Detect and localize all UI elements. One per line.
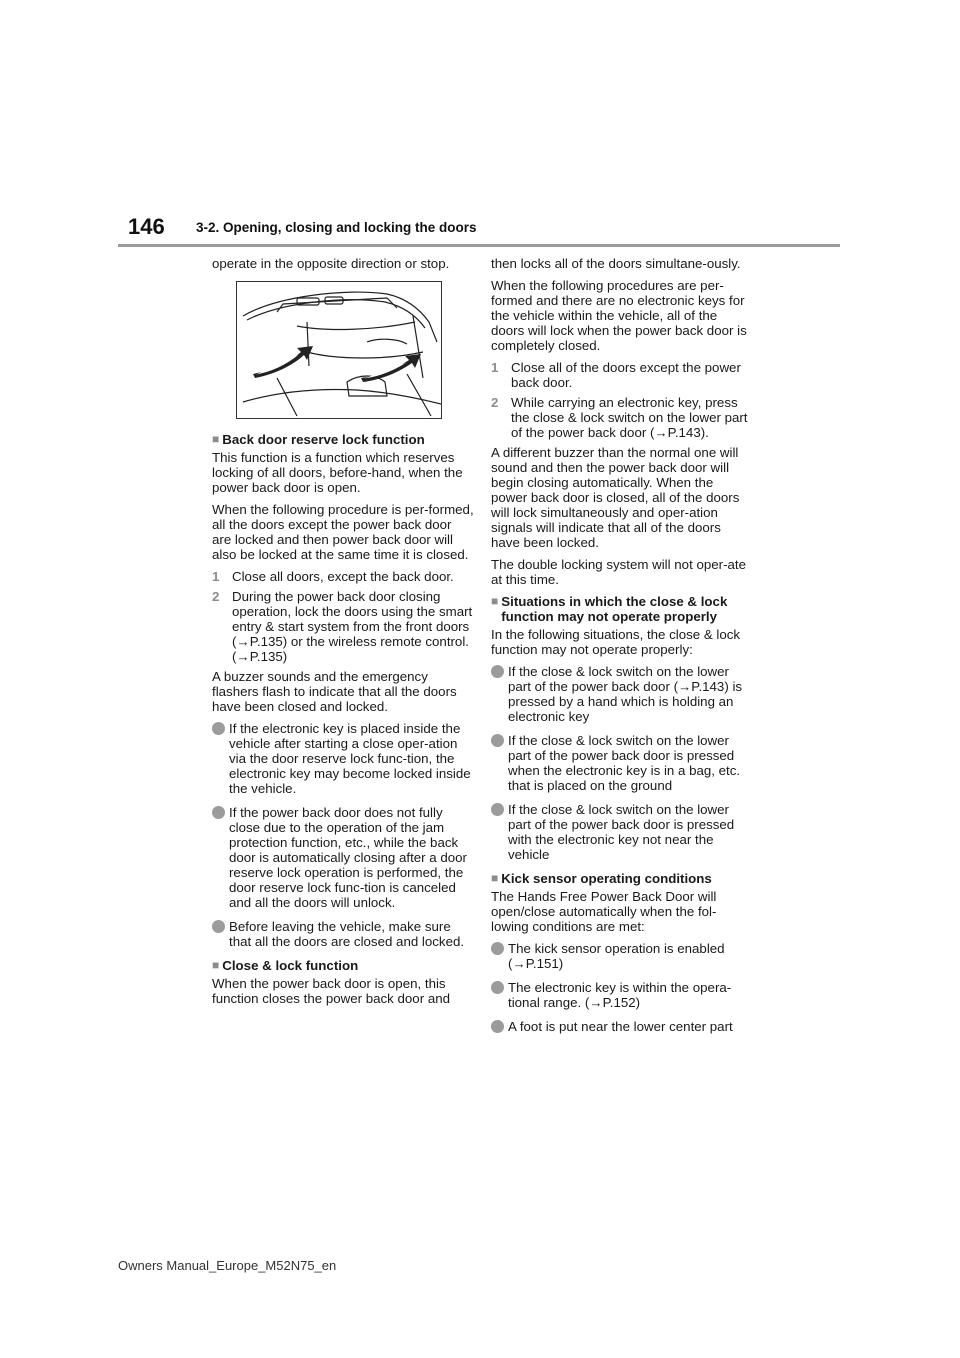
page-number: 146 (128, 214, 165, 239)
procedure-paragraph: When the following procedures are per-formed and there are no electronic keys for the vehicle within the vehicle, all of the doors will lock when the power back door is completely closed. (491, 278, 747, 353)
bullet-text: If the close & lock switch on the lower part of the power back door (→P.143) is pressed by a hand which is holding an electronic key (508, 664, 743, 724)
close-lock-step-1 (491, 360, 751, 390)
step-number: 2 (491, 395, 499, 410)
close-lock-paragraph: When the power back door is open, this function closes the power back door and (212, 976, 451, 1006)
step-text: Close all of the doors except the power back door. (511, 360, 741, 390)
left-column (212, 256, 474, 1013)
bullet-dot-icon (491, 942, 504, 955)
kick-sensor-paragraph: The Hands Free Power Back Door will open/close automatically when the fol-lowing conditions are met: (491, 889, 717, 934)
bullet-dot-icon (212, 806, 225, 819)
bullet-text: If the power back door does not fully close due to the operation of the jam protection function, etc., while the back door is automatically closing after a door reserve lock operation is performed, the door reserve lock func-tion is canceled and all the doors will unlock. (229, 805, 467, 910)
reserve-paragraph-2: When the following procedure is per-formed, all the doors except the power back door are locked and then power back door will also be locked at the same time it is closed. (212, 502, 474, 562)
bullet-dot-icon (212, 722, 225, 735)
continued-paragraph: then locks all of the doors simultane-ously. (491, 256, 741, 271)
step-text: Close all doors, except the back door. (232, 569, 454, 584)
reserve-lock-heading-text: Back door reserve lock function (222, 432, 425, 447)
bullet-text: If the close & lock switch on the lower part of the power back door is pressed with the electronic key not near the vehicle (508, 802, 735, 862)
kick-sensor-heading-text: Kick sensor operating conditions (501, 871, 712, 886)
bullet-dot-icon (491, 1020, 504, 1033)
situation-bullet-3 (491, 802, 751, 862)
kick-sensor-heading (491, 871, 751, 886)
buzzer-paragraph: A buzzer sounds and the emergency flashers flash to indicate that all the doors have been closed and locked. (212, 669, 457, 714)
bullet-dot-icon (491, 734, 504, 747)
situations-heading (491, 594, 751, 624)
page-footer: Owners Manual_Europe_M52N75_en (118, 1258, 337, 1273)
reserve-lock-heading (212, 432, 474, 447)
situation-bullet-1 (491, 664, 751, 724)
bullet-dot-icon (212, 920, 225, 933)
bullet-dot-icon (491, 803, 504, 816)
close-lock-step-2 (491, 395, 751, 440)
double-locking-paragraph: The double locking system will not oper-ate at this time. (491, 557, 746, 587)
step-number: 2 (212, 589, 220, 604)
kick-bullet-1 (491, 941, 751, 971)
square-bullet-icon: ■ (491, 871, 499, 885)
bullet-text: A foot is put near the lower center part (508, 1019, 733, 1034)
reserve-bullet-2 (212, 805, 474, 910)
close-lock-heading (212, 958, 474, 973)
square-bullet-icon: ■ (491, 594, 499, 608)
close-lock-heading-text: Close & lock function (222, 958, 359, 973)
square-bullet-icon: ■ (212, 958, 220, 972)
reserve-bullet-1 (212, 721, 474, 796)
bullet-dot-icon (491, 665, 504, 678)
bullet-text: The kick sensor operation is enabled (→P.151) (508, 941, 725, 971)
bullet-text: Before leaving the vehicle, make sure that all the doors are closed and locked. (229, 919, 465, 949)
situations-paragraph: In the following situations, the close & lock function may not operate properly: (491, 627, 741, 657)
reserve-bullet-3 (212, 919, 474, 949)
different-buzzer-paragraph: A different buzzer than the normal one will sound and then the power back door will begin closing automatically. When the power back door is closed, all of the doors will lock simultaneously and oper-ation signals will indicate that all of the doors have been locked. (491, 445, 740, 550)
back-door-drawing (237, 282, 441, 418)
reserve-paragraph-1: This function is a function which reserves locking of all doors, before-hand, when the power back door is open. (212, 450, 463, 495)
intro-paragraph: operate in the opposite direction or stop. (212, 256, 450, 271)
page-header (118, 212, 840, 248)
bullet-text: The electronic key is within the opera-tional range. (→P.152) (508, 980, 732, 1010)
kick-bullet-2 (491, 980, 751, 1010)
reserve-step-2 (212, 589, 474, 664)
step-text: During the power back door closing operation, lock the doors using the smart entry & start system from the front doors (→P.135) or the wireless remote control. (→P.135) (232, 589, 473, 664)
bullet-text: If the electronic key is placed inside the vehicle after starting a close oper-ation via the door reserve lock func-tion, the electronic key may become locked inside the vehicle. (229, 721, 471, 796)
square-bullet-icon: ■ (212, 432, 220, 446)
step-text: While carrying an electronic key, press the close & lock switch on the lower part of the power back door (→P.143). (511, 395, 748, 440)
situations-heading-text: Situations in which the close & lock function may not operate properly (501, 594, 728, 624)
back-door-illustration (236, 281, 442, 419)
situation-bullet-2 (491, 733, 751, 793)
header-rule (118, 244, 840, 247)
section-title: 3-2. Opening, closing and locking the doors (196, 220, 477, 235)
step-number: 1 (212, 569, 220, 584)
bullet-dot-icon (491, 981, 504, 994)
kick-bullet-3 (491, 1019, 751, 1034)
reserve-step-1 (212, 569, 474, 584)
bullet-text: If the close & lock switch on the lower part of the power back door is pressed when the electronic key is in a bag, etc. that is placed on the ground (508, 733, 741, 793)
step-number: 1 (491, 360, 499, 375)
right-column (491, 256, 751, 1043)
